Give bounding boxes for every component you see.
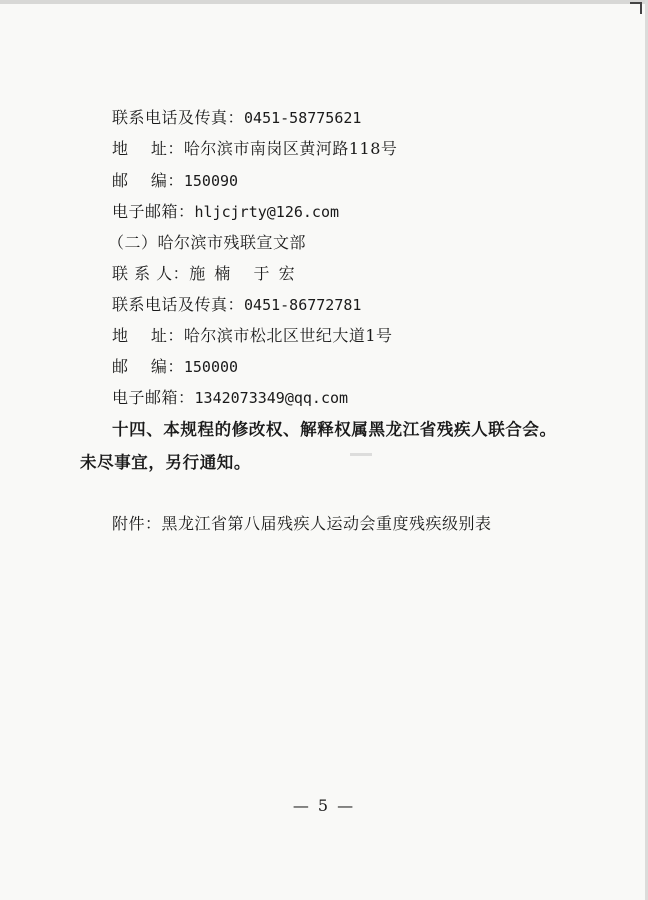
section2-tel-line (112, 295, 361, 315)
section2-email-label: 电子邮箱： (112, 388, 195, 407)
section2-address-line (112, 326, 393, 346)
scan-edge-top (0, 0, 648, 4)
contact-address-value: 哈尔滨市南岗区黄河路118号 (183, 139, 398, 158)
contact-zip-value: 150090 (183, 172, 239, 190)
attachment-line: 附件：黑龙江省第八届残疾人运动会重度残疾级别表 (112, 514, 492, 533)
section2-email-line (112, 388, 348, 408)
contact-address-line (112, 139, 397, 159)
contact-tel-label: 联系电话及传真： (112, 108, 245, 127)
contact-email-value: hljcjrty@126.com (194, 203, 340, 221)
contact-email-label: 电子邮箱： (112, 202, 195, 221)
clause14-line1: 十四、本规程的修改权、解释权属黑龙江省残疾人联合会。 (112, 420, 557, 439)
section2-person-line (112, 264, 297, 284)
contact-zip-line (112, 171, 238, 191)
section2-email-value: 1342073349@qq.com (194, 389, 349, 407)
contact-email-line (112, 202, 339, 222)
scan-smudge (350, 453, 372, 456)
section2-person-value: 施 楠 于 宏 (189, 264, 297, 283)
section2-person-label: 联 系 人： (112, 264, 190, 283)
page-number: — 5 — (292, 796, 356, 815)
section2-zip-line (112, 357, 238, 377)
section2-zip-label: 邮 编： (112, 357, 184, 376)
section2-address-value: 哈尔滨市松北区世纪大道1号 (183, 326, 393, 345)
section2-tel-value: 0451-86772781 (244, 296, 362, 314)
section2-zip-value: 150000 (183, 358, 239, 376)
corner-mark (630, 2, 642, 14)
section2-heading: （二）哈尔滨市残联宣文部 (108, 233, 307, 252)
contact-address-label: 地 址： (112, 139, 184, 158)
contact-tel-line (112, 108, 361, 128)
section2-tel-label: 联系电话及传真： (112, 295, 245, 314)
section2-address-label: 地 址： (112, 326, 184, 345)
contact-tel-value: 0451-58775621 (244, 109, 362, 127)
contact-zip-label: 邮 编： (112, 171, 184, 190)
clause14-line2: 未尽事宜，另行通知。 (80, 453, 251, 472)
